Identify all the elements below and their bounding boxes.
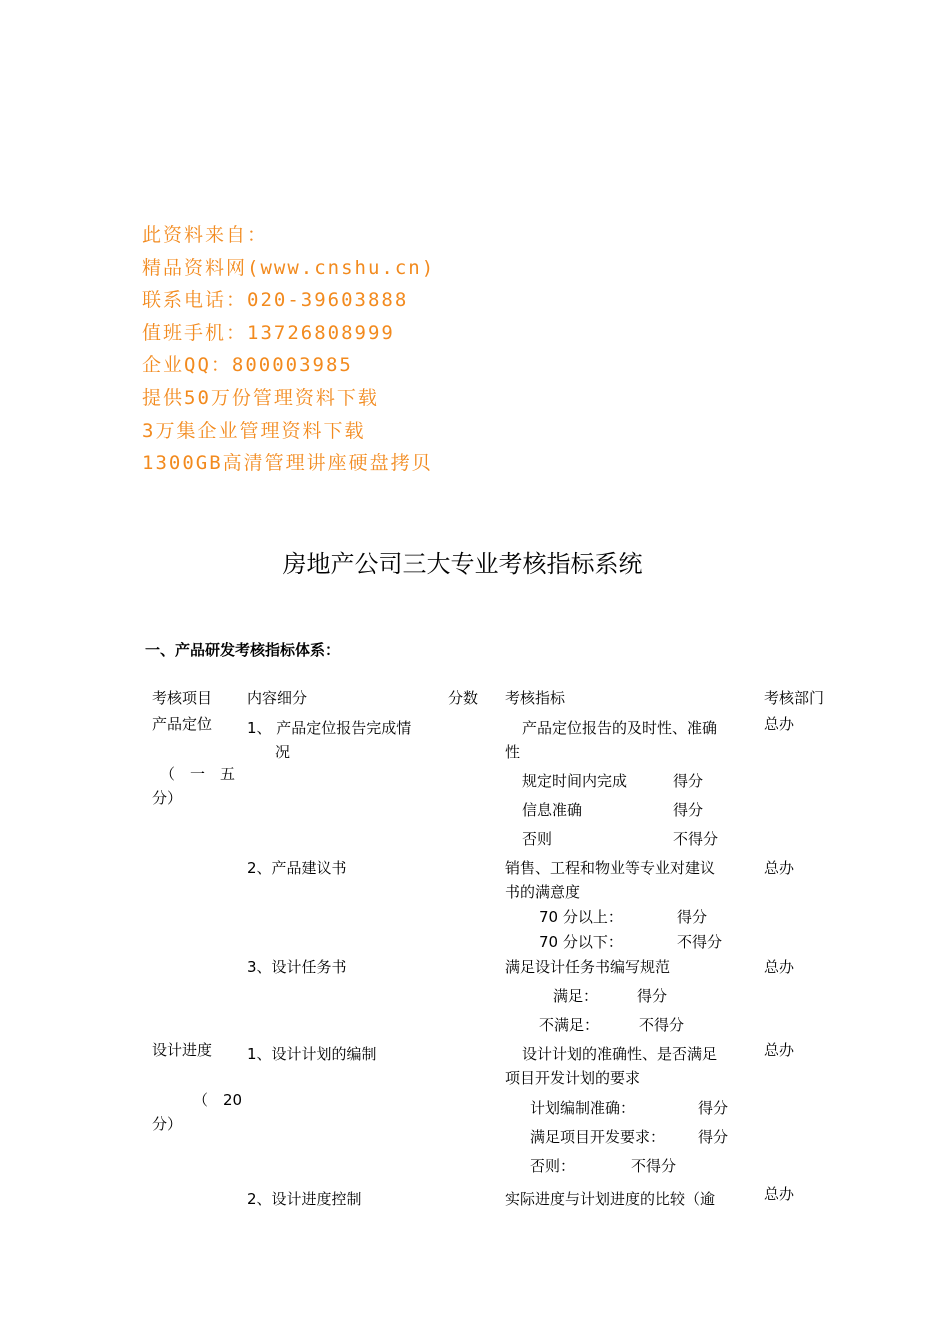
criterion-result: 不得分 bbox=[639, 1016, 685, 1034]
group-score-a: （ 20 bbox=[193, 1091, 243, 1109]
promo-line-offer-2: 3万集企业管理资料下载 bbox=[142, 419, 366, 442]
promo-block bbox=[142, 219, 435, 480]
header-department: 考核部门 bbox=[764, 689, 825, 707]
section-heading: 一、产品研发考核指标体系： bbox=[145, 641, 341, 659]
row-item: 3、设计任务书 bbox=[247, 958, 347, 976]
row-indicator-cont: 性 bbox=[505, 743, 521, 761]
criterion-result: 不得分 bbox=[673, 830, 719, 848]
criterion-result: 不得分 bbox=[631, 1157, 677, 1175]
row-indicator: 销售、工程和物业等专业对建议 bbox=[505, 859, 716, 877]
promo-line-source: 此资料来自： bbox=[142, 224, 269, 246]
row-indicator-cont: 项目开发计划的要求 bbox=[505, 1069, 641, 1087]
row-item: 2、产品建议书 bbox=[247, 859, 347, 877]
row-department: 总办 bbox=[764, 1185, 795, 1203]
header-content: 内容细分 bbox=[247, 689, 308, 707]
group-name: 产品定位 bbox=[152, 715, 213, 733]
group-name: 设计进度 bbox=[152, 1041, 213, 1059]
criterion-result: 得分 bbox=[677, 908, 708, 926]
criterion-result: 不得分 bbox=[677, 933, 723, 951]
row-indicator-cont: 书的满意度 bbox=[505, 883, 581, 901]
criterion-label: 否则 bbox=[522, 830, 553, 848]
row-department: 总办 bbox=[764, 715, 795, 733]
header-item: 考核项目 bbox=[152, 689, 213, 707]
criterion-result: 得分 bbox=[698, 1128, 729, 1146]
group-score-b: 分） bbox=[152, 1115, 183, 1133]
promo-line-phone: 联系电话：020-39603888 bbox=[142, 289, 409, 312]
criterion-label: 信息准确 bbox=[522, 801, 583, 819]
promo-line-mobile: 值班手机：13726808999 bbox=[142, 321, 395, 344]
header-score: 分数 bbox=[448, 689, 479, 707]
criterion-result: 得分 bbox=[673, 772, 704, 790]
row-indicator: 产品定位报告的及时性、准确 bbox=[522, 719, 718, 737]
group-score-b: 分） bbox=[152, 789, 183, 807]
criterion-label: 计划编制准确： bbox=[530, 1099, 636, 1117]
row-item: 1、 产品定位报告完成情 bbox=[247, 719, 412, 737]
promo-line-offer-3: 1300GB高清管理讲座硬盘拷贝 bbox=[142, 452, 433, 475]
group-score-a: （ 一 五 bbox=[160, 765, 236, 783]
row-indicator: 满足设计任务书编写规范 bbox=[505, 958, 671, 976]
criterion-label: 规定时间内完成 bbox=[522, 772, 628, 790]
promo-line-offer-1: 提供50万份管理资料下载 bbox=[142, 386, 379, 409]
row-department: 总办 bbox=[764, 1041, 795, 1059]
row-indicator: 实际进度与计划进度的比较（逾 bbox=[505, 1190, 716, 1208]
header-indicator: 考核指标 bbox=[505, 689, 566, 707]
row-item-cont: 况 bbox=[275, 743, 291, 761]
document-title: 房地产公司三大专业考核指标系统 bbox=[282, 550, 643, 578]
criterion-label: 不满足： bbox=[539, 1016, 600, 1034]
criterion-label: 满足： bbox=[553, 987, 599, 1005]
row-item: 1、设计计划的编制 bbox=[247, 1045, 377, 1063]
promo-line-qq: 企业QQ：800003985 bbox=[142, 354, 353, 377]
row-department: 总办 bbox=[764, 958, 795, 976]
row-department: 总办 bbox=[764, 859, 795, 877]
criterion-result: 得分 bbox=[637, 987, 668, 1005]
criterion-result: 得分 bbox=[673, 801, 704, 819]
criterion-label: 满足项目开发要求： bbox=[530, 1128, 666, 1146]
row-item: 2、设计进度控制 bbox=[247, 1190, 362, 1208]
criterion-label: 否则： bbox=[530, 1157, 576, 1175]
promo-line-website: 精品资料网(www.cnshu.cn) bbox=[142, 256, 436, 279]
criterion-label: 70 分以上： bbox=[539, 908, 623, 926]
row-indicator: 设计计划的准确性、是否满足 bbox=[522, 1045, 718, 1063]
criterion-result: 得分 bbox=[698, 1099, 729, 1117]
criterion-label: 70 分以下： bbox=[539, 933, 623, 951]
